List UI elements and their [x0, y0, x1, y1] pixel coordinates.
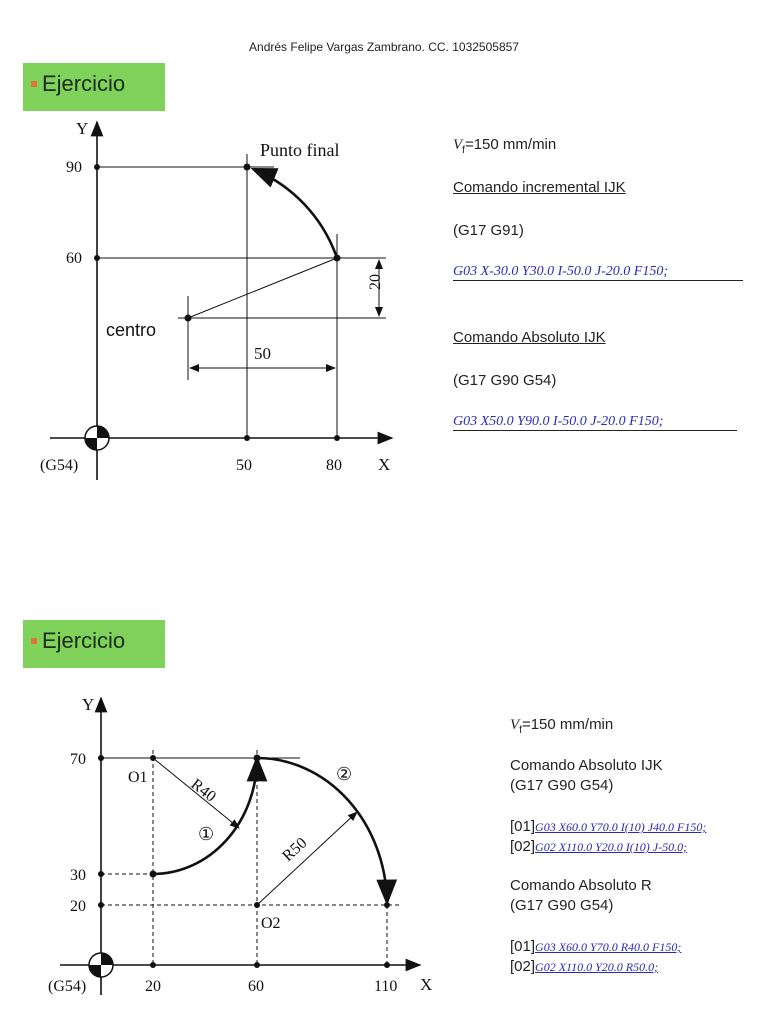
x-tick-110: 110 [374, 978, 398, 995]
ex1-feed-rate: $V_f=150$ mm/min [453, 136, 557, 156]
origin-symbol-icon [89, 953, 113, 977]
x-tick-80: 80 [326, 457, 342, 474]
ex2-feed-rate: $V_f=150$ mm/min [510, 716, 614, 736]
center-o2-label: O2 [261, 915, 281, 932]
ex1-absolute-title: Comando Absoluto IJK [453, 329, 606, 346]
arc-2-path [257, 758, 387, 903]
exercise-1-banner [23, 63, 165, 111]
ex2-abs-r-title: Comando Absoluto R [510, 877, 652, 894]
ex1-incremental-title: Comando incremental IJK [453, 179, 626, 196]
origin-symbol-icon [85, 426, 109, 450]
arc-2-label: ② [336, 764, 353, 784]
ex1-absolute-planes: (G17 G90 G54) [453, 372, 557, 389]
y-axis-label: Y [82, 695, 95, 714]
exercise-2-banner [23, 620, 165, 668]
exercise-2-figure [40, 690, 450, 1010]
ex2-r-line-2: [02]G02 X110.0 Y20.0 R50.0; [510, 958, 659, 975]
radius-40-label: R40 [187, 775, 220, 806]
exercise-1-title: Ejercicio [42, 71, 126, 96]
y-axis-label: Y [76, 119, 89, 138]
y-tick-60: 60 [66, 250, 82, 267]
ex1-incremental-planes: (G17 G91) [453, 222, 524, 239]
bullet-icon [31, 638, 37, 644]
y-tick-70: 70 [70, 751, 86, 768]
center-label: centro [106, 320, 157, 340]
dim-vertical-label: 20 [367, 274, 384, 290]
center-o1-label: O1 [128, 769, 148, 786]
y-tick-90: 90 [66, 159, 82, 176]
page-header: Andrés Felipe Vargas Zambrano. CC. 1032505857 [249, 40, 519, 54]
x-tick-60: 60 [248, 978, 264, 995]
exercise-1-figure [40, 110, 420, 490]
end-point-label: Punto final [260, 140, 340, 160]
radius-50-label: R50 [279, 834, 311, 865]
x-axis-label: X [378, 455, 391, 474]
y-tick-30: 30 [70, 867, 86, 884]
x-tick-50: 50 [236, 457, 252, 474]
ex2-r-line-1: [01]G03 X60.0 Y70.0 R40.0 F150; [510, 938, 682, 955]
origin-label: (G54) [40, 457, 79, 474]
ex2-ijk-line-2: [02]G02 X110.0 Y20.0 I(10) J-50.0; [510, 838, 688, 855]
ex2-abs-ijk-title: Comando Absoluto IJK [510, 757, 663, 774]
dim-horizontal-label: 50 [254, 344, 271, 363]
ex2-abs-ijk-planes: (G17 G90 G54) [510, 777, 614, 794]
arc-path [253, 169, 337, 258]
ex2-ijk-line-1: [01]G03 X60.0 Y70.0 I(10) J40.0 F150; [510, 818, 707, 835]
ex1-absolute-code: G03 X50.0 Y90.0 I-50.0 J-20.0 F150; [453, 414, 737, 431]
arc-1-label: ① [198, 824, 215, 844]
ex1-incremental-code: G03 X-30.0 Y30.0 I-50.0 J-20.0 F150; [453, 264, 743, 281]
origin-label: (G54) [48, 978, 87, 995]
arc-1-path [153, 758, 257, 874]
ex2-abs-r-planes: (G17 G90 G54) [510, 897, 614, 914]
x-axis-label: X [420, 975, 433, 994]
y-tick-20: 20 [70, 898, 86, 915]
bullet-icon [31, 81, 37, 87]
x-tick-20: 20 [145, 978, 161, 995]
exercise-2-title: Ejercicio [42, 628, 126, 653]
